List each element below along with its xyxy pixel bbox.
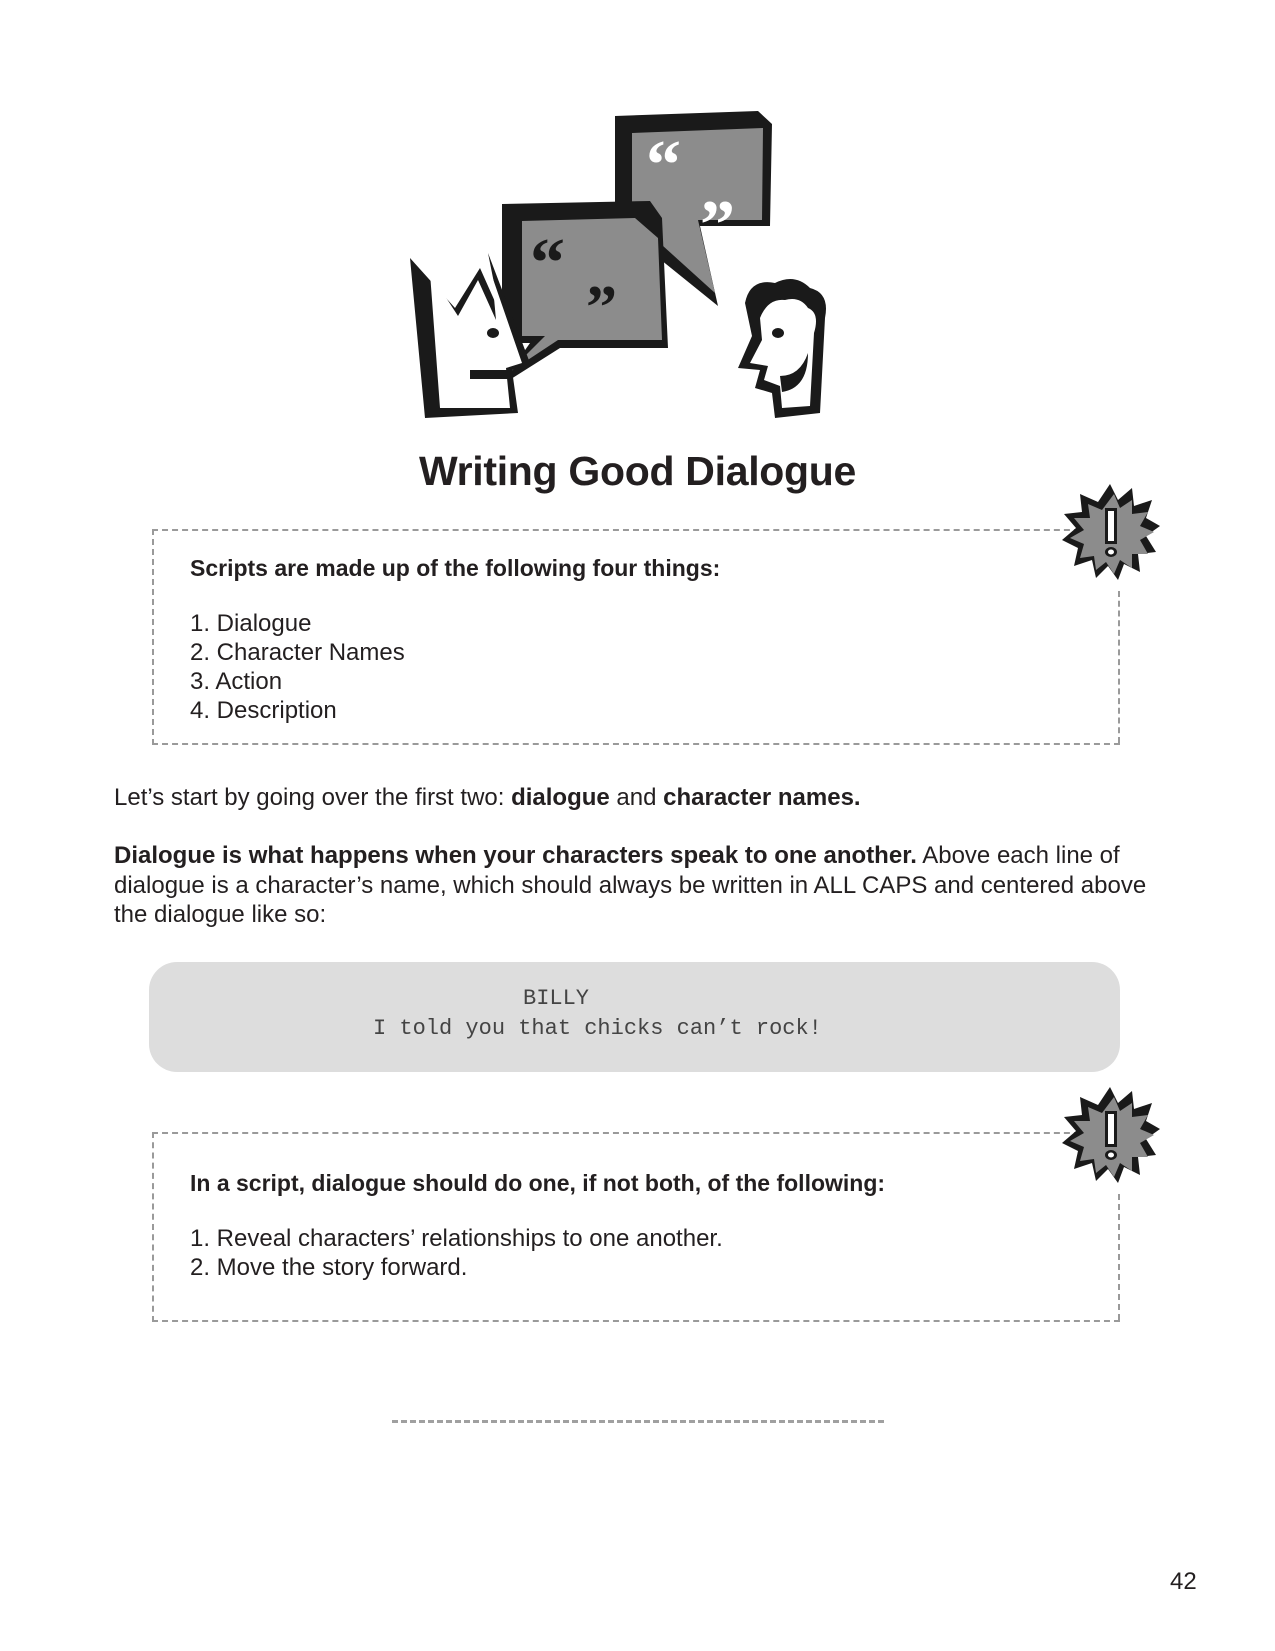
intro-bold-dialogue: dialogue — [511, 784, 610, 811]
intro-paragraph — [114, 783, 1174, 813]
intro-text: Let’s start by going over the first two: — [114, 784, 512, 811]
curly-hair-face-icon — [738, 279, 826, 418]
script-example-box — [149, 962, 1120, 1072]
example-character-name: BILLY — [523, 986, 590, 1011]
list-item: 2. Move the story forward. — [190, 1254, 468, 1281]
dialogue-illustration — [400, 108, 880, 428]
box-right-border — [1118, 591, 1120, 743]
page-title: Writing Good Dialogue — [418, 448, 857, 494]
dialogue-purpose-list — [190, 1224, 723, 1282]
list-item: 2. Character Names — [190, 639, 405, 666]
dialogue-definition-paragraph — [114, 841, 1174, 930]
list-item: 1. Reveal characters’ relationships to one another. — [190, 1225, 723, 1252]
dialogue-definition-bold: Dialogue is what happens when your characters speak to one another. — [114, 842, 917, 869]
intro-bold-character-names: character names. — [663, 784, 861, 811]
page-number: 42 — [1170, 1568, 1197, 1595]
dialogue-definition-text: Above each line of dialogue is a character’s name, which should always be written in ALL CAPS and centered above the dialogue like so: — [114, 842, 1147, 928]
exclamation-starburst-icon — [1060, 1085, 1160, 1185]
list-item: 1. Dialogue — [190, 610, 312, 637]
example-dialogue-line: I told you that chicks can’t rock! — [373, 1016, 822, 1041]
svg-text:”: ” — [700, 187, 735, 264]
tip-box-dialogue-purpose — [152, 1132, 1120, 1322]
svg-text:”: ” — [586, 274, 617, 342]
svg-text:“: “ — [646, 127, 681, 204]
tip-box-script-elements — [152, 529, 1120, 745]
script-elements-list — [190, 609, 405, 725]
box-right-border — [1118, 1194, 1120, 1320]
list-item: 4. Description — [190, 697, 337, 724]
tip-heading: In a script, dialogue should do one, if not both, of the following: — [190, 1170, 886, 1196]
intro-text: and — [609, 784, 664, 811]
tip-heading: Scripts are made up of the following four things: — [190, 555, 721, 581]
list-item: 3. Action — [190, 668, 283, 695]
svg-text:“: “ — [530, 225, 565, 302]
exclamation-starburst-icon — [1060, 482, 1160, 582]
dashed-divider — [392, 1420, 884, 1423]
